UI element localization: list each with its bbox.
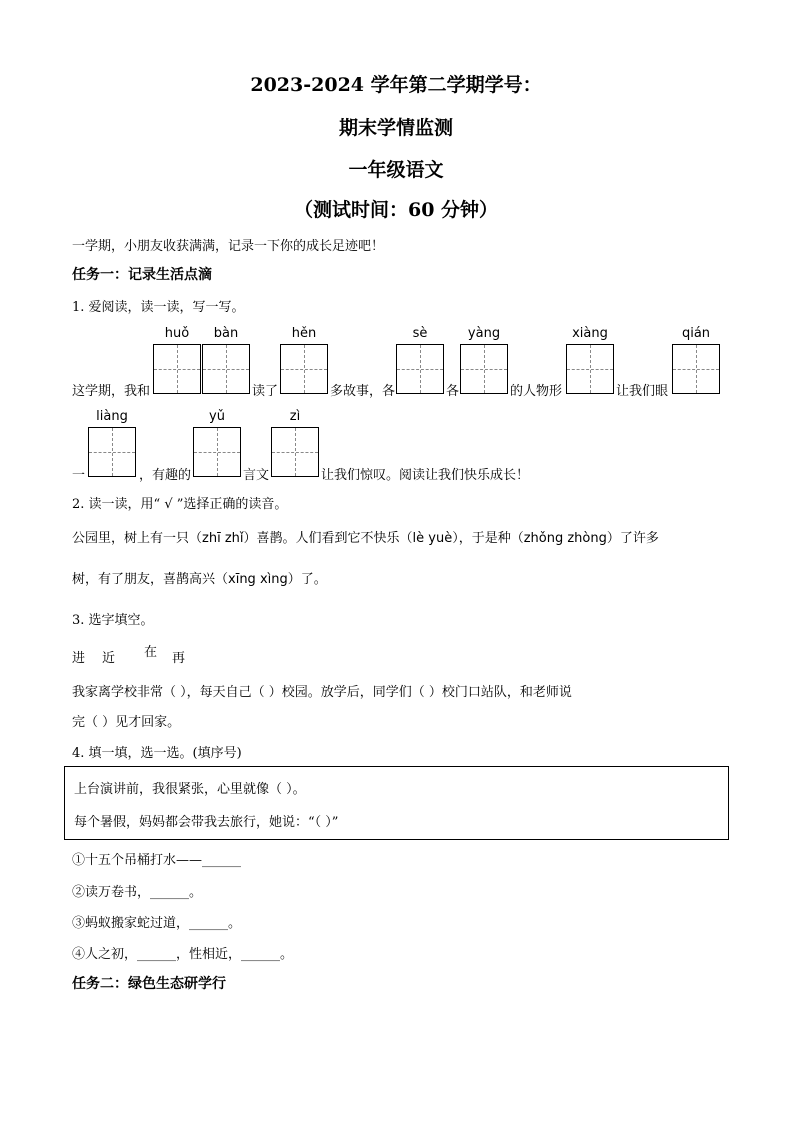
q1-title: 1. 爱阅读，读一读，写一写。 xyxy=(72,300,245,315)
pinyin-zi: zì xyxy=(289,409,301,424)
q4-item-4: ④人之初，______，性相近，______。 xyxy=(72,947,294,962)
q3-choice-zai2: 再 xyxy=(172,651,186,666)
q1-row2-text-b: ，有趣的 xyxy=(139,468,192,483)
q2-line2-part-a: 树，有了朋友，喜鹊高兴（ xyxy=(72,572,229,587)
q2-option-zhi[interactable]: zhī zhǐ xyxy=(202,531,244,546)
pinyin-qian: qián xyxy=(681,326,711,341)
task1-heading: 任务一：记录生活点滴 xyxy=(72,267,212,283)
pinyin-se: sè xyxy=(412,326,428,341)
q1-row1-text-e: 的人物形 xyxy=(510,384,563,399)
pinyin-yu: yǔ xyxy=(209,409,225,424)
q3-title: 3. 选字填空。 xyxy=(72,613,154,628)
exam-title-line2: 期末学情监测 xyxy=(338,117,453,139)
q4-item-1: ①十五个吊桶打水——______ xyxy=(72,853,242,868)
writing-grid-xiang[interactable] xyxy=(566,344,614,394)
q2-option-xing[interactable]: xīng xìng xyxy=(228,572,288,587)
pinyin-hen: hěn xyxy=(291,326,317,341)
writing-grid-liang[interactable] xyxy=(88,427,136,477)
q3-sentence-line2: 完（ ）见才回家。 xyxy=(72,715,181,730)
q1-row2-text-a: 一 xyxy=(72,468,86,483)
q3-choice-jin2: 近 xyxy=(102,651,116,666)
q1-row1-text-d: 各 xyxy=(446,384,460,399)
writing-grid-zi[interactable] xyxy=(271,427,319,477)
writing-grid-hen[interactable] xyxy=(280,344,328,394)
pinyin-liang: liàng xyxy=(96,409,128,424)
q4-item-3: ③蚂蚁搬家蛇过道，______。 xyxy=(72,916,242,931)
q4-item-2: ②读万卷书，______。 xyxy=(72,885,203,900)
q1-row1-text-c: 多故事，各 xyxy=(330,384,396,399)
exam-title-line3: 一年级语文 xyxy=(348,159,444,181)
q4-box-line1: 上台演讲前，我很紧张，心里就像（ ）。 xyxy=(74,782,306,797)
q2-option-zhong[interactable]: zhǒng zhòng xyxy=(523,531,607,546)
writing-grid-ban[interactable] xyxy=(202,344,250,394)
writing-grid-se[interactable] xyxy=(396,344,444,394)
exam-title-line1: 2023-2024 学年第二学期学号： xyxy=(250,74,542,96)
q1-row2-text-c: 言文 xyxy=(243,468,270,483)
q2-line1-part-b: ）喜鹊。人们看到它不快乐（ xyxy=(243,531,413,546)
pinyin-ban: bàn xyxy=(213,326,239,341)
q2-line1 xyxy=(72,527,659,546)
pinyin-yang: yàng xyxy=(467,326,501,341)
writing-grid-yu[interactable] xyxy=(193,427,241,477)
writing-grid-qian[interactable] xyxy=(672,344,720,394)
q2-line1-part-a: 公园里，树上有一只（ xyxy=(72,531,203,546)
q1-row2-text-d: 让我们惊叹。阅读让我们快乐成长！ xyxy=(321,468,530,483)
q2-line2 xyxy=(72,568,327,587)
q4-title: 4. 填一填，选一选。(填序号) xyxy=(72,746,242,761)
writing-grid-yang[interactable] xyxy=(460,344,508,394)
pinyin-xiang: xiàng xyxy=(572,326,608,341)
q1-row1-text-a: 这学期，我和 xyxy=(72,384,151,399)
q3-choice-zai: 在 xyxy=(144,645,158,660)
intro-text: 一学期，小朋友收获满满，记录一下你的成长足迹吧！ xyxy=(72,239,385,254)
q2-line2-part-b: ）了。 xyxy=(287,572,327,587)
q4-box-line2: 每个暑假，妈妈都会带我去旅行，她说：“（ ）” xyxy=(74,815,339,830)
q3-choice-jin: 进 xyxy=(72,651,86,666)
q1-row1-text-f: 让我们眼 xyxy=(616,384,669,399)
task2-heading: 任务二：绿色生态研学行 xyxy=(72,976,226,992)
q2-line1-part-c: ），于是种（ xyxy=(452,531,524,546)
pinyin-huo: huǒ xyxy=(164,326,190,341)
writing-grid-huo[interactable] xyxy=(153,344,201,394)
q1-row1-text-b: 读了 xyxy=(252,384,279,399)
q2-line1-part-d: ）了许多 xyxy=(606,531,659,546)
q3-sentence-line1: 我家离学校非常（ ），每天自己（ ）校园。放学后，同学们（ ）校门口站队，和老师说 xyxy=(72,685,572,700)
exam-title-line4: （测试时间：60 分钟） xyxy=(293,199,499,221)
q2-title: 2. 读一读，用“ √ ”选择正确的读音。 xyxy=(72,497,288,512)
q2-option-le[interactable]: lè yuè xyxy=(412,531,453,546)
